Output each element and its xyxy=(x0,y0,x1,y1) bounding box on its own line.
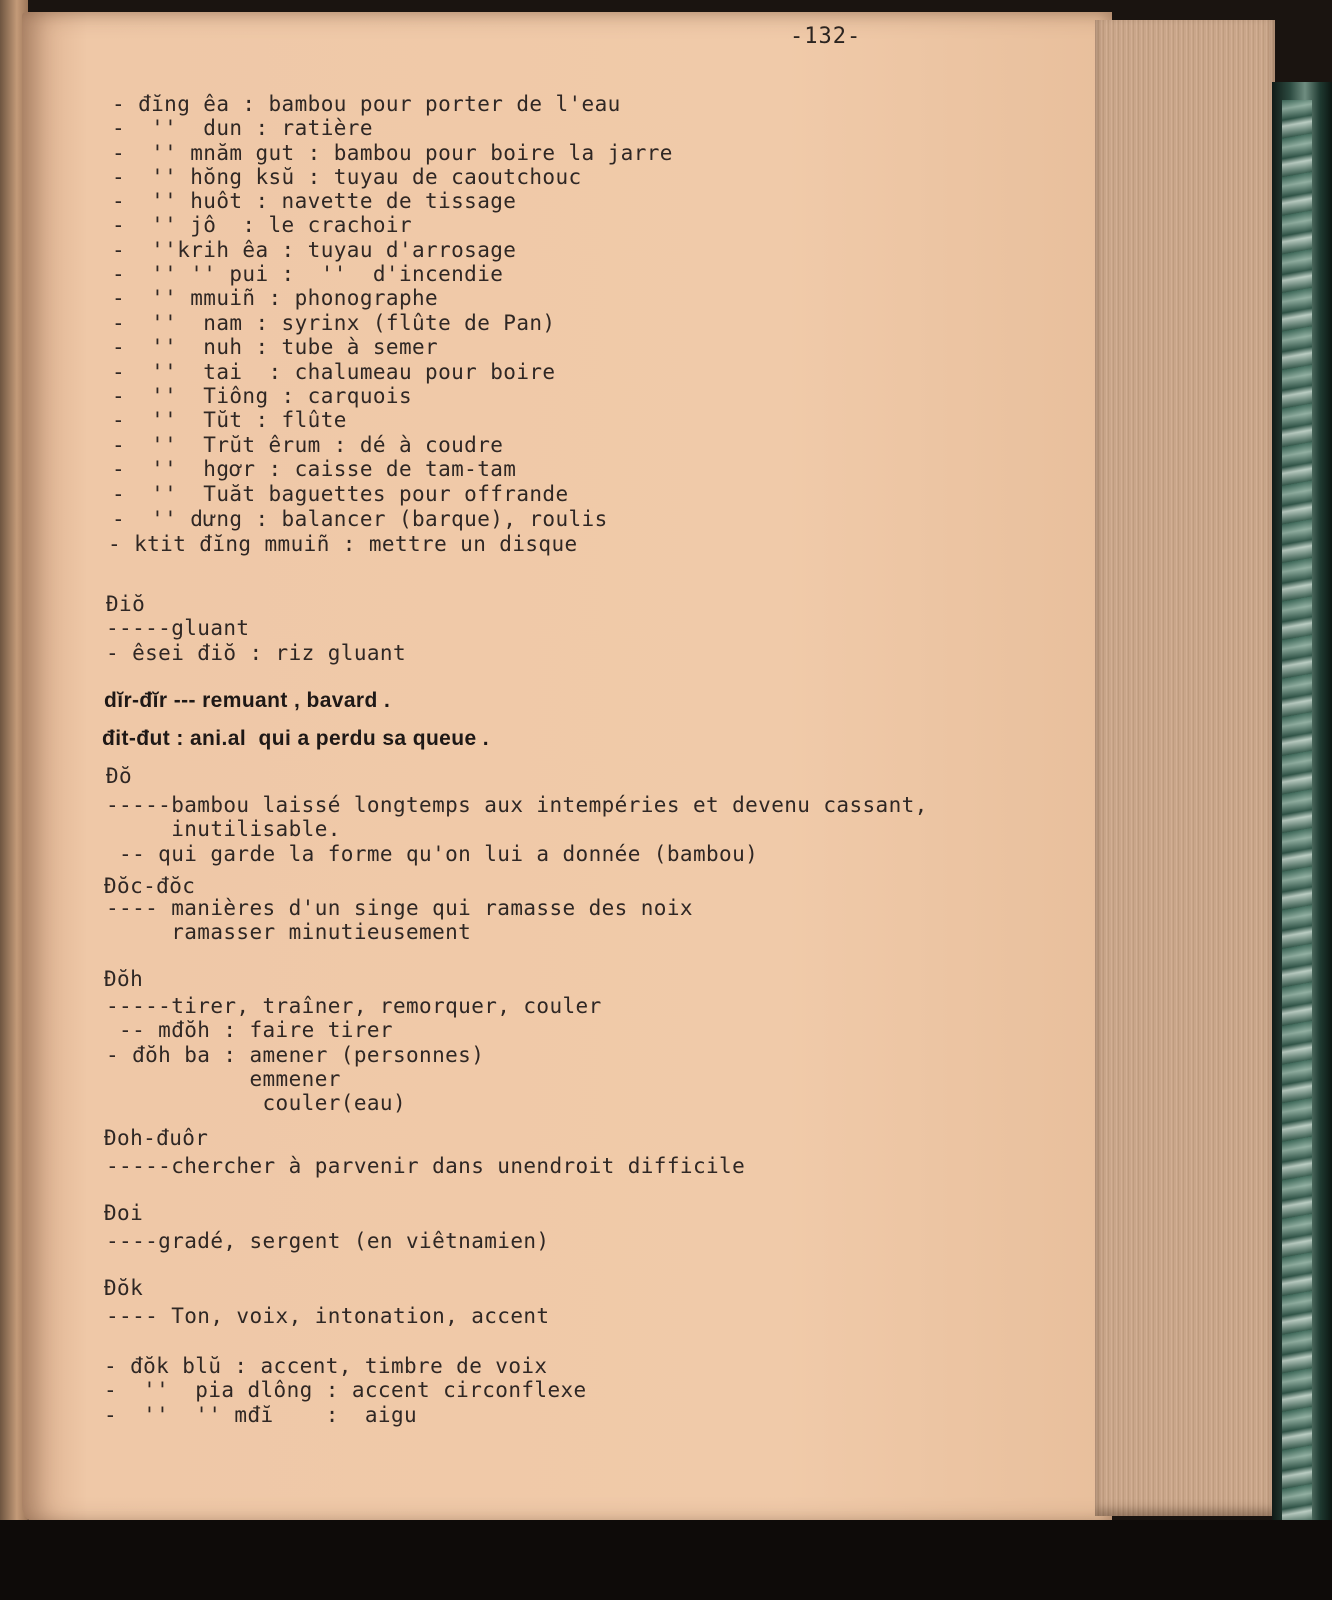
entry-line: - '' hŏng ksŭ : tuyau de caoutchouc xyxy=(112,165,582,189)
entry-line: - êsei điŏ : riz gluant xyxy=(106,641,406,665)
entry-line: - '' pia dlông : accent circonflexe xyxy=(104,1378,587,1402)
entry-line: - đĭng êa : bambou pour porter de l'eau xyxy=(112,92,621,116)
headword: Đŏh xyxy=(104,967,144,991)
page-block-edges xyxy=(1095,20,1275,1516)
entry-line: - đŏh ba : amener (personnes) xyxy=(106,1043,485,1067)
bold-entry-text: dĭr-đĭr --- remuant , bavard . xyxy=(104,689,391,712)
entry-line: emmener xyxy=(106,1067,341,1091)
page-number: -132- xyxy=(790,24,862,49)
entry-line: - ktit đĭng mmuiñ : mettre un disque xyxy=(108,532,578,556)
entry-line: - '' dun : ratière xyxy=(112,116,373,140)
definition-line: ----gradé, sergent (en viêtnamien) xyxy=(106,1229,550,1253)
headword: Đoh-đuôr xyxy=(104,1126,209,1150)
entry-line: - '' nuh : tube à semer xyxy=(112,335,439,359)
definition-line: -----gluant xyxy=(106,616,250,640)
bold-entry-text: đit-đut : ani.al qui a perdu sa queue . xyxy=(102,727,490,750)
definition-line: inutilisable. xyxy=(106,817,341,841)
entry-line: - đŏk blŭ : accent, timbre de voix xyxy=(104,1354,548,1378)
entry-line: - '' nam : syrinx (flûte de Pan) xyxy=(112,311,556,335)
entry-line: - ''krih êa : tuyau d'arrosage xyxy=(112,238,517,262)
definition-line: -----tirer, traîner, remorquer, couler xyxy=(106,994,602,1018)
entry-line: - '' Tŭt : flûte xyxy=(112,408,347,432)
headword-inline xyxy=(102,726,489,751)
headword-inline xyxy=(104,688,390,713)
entry-line: - '' Trŭt êrum : dé à coudre xyxy=(112,433,504,457)
headword: Đŏc-đŏc xyxy=(104,874,196,898)
entry-line: - '' tai : chalumeau pour boire xyxy=(112,360,556,384)
entry-line: - '' '' pui : '' d'incendie xyxy=(112,262,504,286)
entry-line: - '' hgơr : caisse de tam-tam xyxy=(112,457,517,481)
headword: Điŏ xyxy=(106,592,146,616)
entry-line: - '' mmuiñ : phonographe xyxy=(112,286,439,310)
headword: Đŏ xyxy=(106,764,133,788)
entry-line: couler(eau) xyxy=(106,1091,406,1115)
entry-line: - '' dưng : balancer (barque), roulis xyxy=(112,507,608,531)
definition-line: -- qui garde la forme qu'on lui a donnée (bambou) xyxy=(106,842,759,866)
entry-line: - '' mnăm gut : bambou pour boire la jarre xyxy=(112,141,673,165)
marbled-endpaper xyxy=(1282,100,1312,1520)
definition-line: ---- manières d'un singe qui ramasse des noix xyxy=(106,896,693,920)
definition-line: ramasser minutieusement xyxy=(106,920,472,944)
entry-line: - '' Tiông : carquois xyxy=(112,384,412,408)
definition-line: ---- Ton, voix, intonation, accent xyxy=(106,1304,550,1328)
headword: Đoi xyxy=(104,1201,144,1225)
background-shadow xyxy=(0,1520,1332,1600)
entry-line: - '' Tuăt baguettes pour offrande xyxy=(112,482,569,506)
definition-line: -----bambou laissé longtemps aux intempéries et devenu cassant, xyxy=(106,793,928,817)
entry-line: - '' '' mđĭ : aigu xyxy=(104,1403,418,1427)
definition-line: -----chercher à parvenir dans unendroit difficile xyxy=(106,1154,746,1178)
definition-line: -- mđŏh : faire tirer xyxy=(106,1018,393,1042)
entry-line: - '' huôt : navette de tissage xyxy=(112,189,517,213)
headword: Đŏk xyxy=(104,1276,144,1300)
entry-line: - '' jô : le crachoir xyxy=(112,213,412,237)
